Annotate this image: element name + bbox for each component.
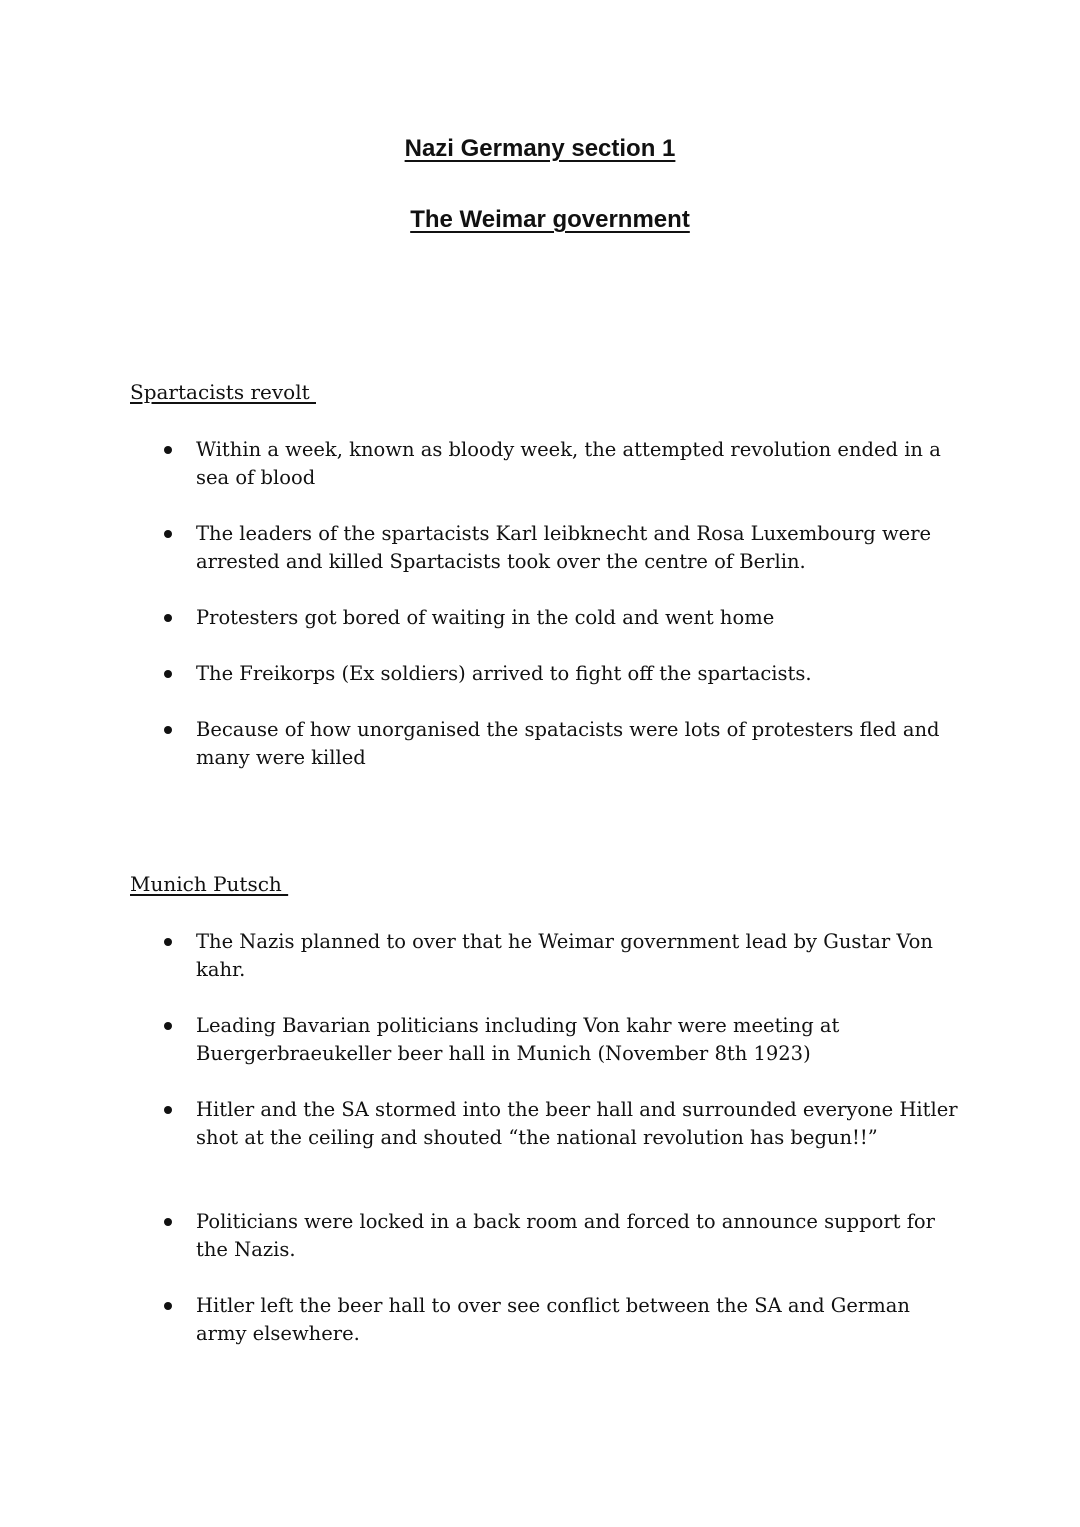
list-item [160,1096,960,1152]
list-item-text: The Freikorps (Ex soldiers) arrived to fight off the spartacists. [196,662,812,685]
list-item-text: Hitler and the SA stormed into the beer hall and surrounded everyone Hitler shot at the ceiling and shouted “the national revolution has begun!!” [196,1098,958,1149]
bullet-icon [164,1218,172,1226]
bullet-icon [164,446,172,454]
section-heading-spartacists-revolt: Spartacists revolt [130,380,316,404]
list-item [160,1292,960,1348]
list-item-text: Leading Bavarian politicians including Von kahr were meeting at Buergerbraeukeller beer hall in Munich (November 8th 1923) [196,1014,840,1065]
bullet-icon [164,726,172,734]
bullet-icon [164,938,172,946]
bullet-icon [164,530,172,538]
list-item [160,604,960,632]
list-item-text: Protesters got bored of waiting in the cold and went home [196,606,775,629]
document-title: Nazi Germany section 1 [404,135,676,162]
section-heading-munich-putsch: Munich Putsch [130,872,289,896]
list-item-text: Within a week, known as bloody week, the attempted revolution ended in a sea of blood [196,438,941,489]
list-item [160,928,960,984]
list-item-text: The Nazis planned to over that he Weimar government lead by Gustar Von kahr. [196,930,933,981]
bullet-icon [164,670,172,678]
bullet-icon [164,1302,172,1310]
list-item-text: Hitler left the beer hall to over see conflict between the SA and German army elsewhere. [196,1294,910,1345]
list-item [160,660,960,688]
bullet-icon [164,1106,172,1114]
list-item [160,716,960,772]
list-item-text: The leaders of the spartacists Karl leibknecht and Rosa Luxembourg were arrested and killed Spartacists took over the centre of Berlin. [196,522,932,573]
list-item-text: Because of how unorganised the spatacists were lots of protesters fled and many were killed [196,718,940,769]
list-item [160,436,960,492]
bullet-icon [164,614,172,622]
list-item [160,1012,960,1068]
bullet-icon [164,1022,172,1030]
document-subtitle: The Weimar government [410,206,690,233]
list-item [160,1208,960,1264]
list-item [160,520,960,576]
list-item-text: Politicians were locked in a back room and forced to announce support for the Nazis. [196,1210,935,1261]
